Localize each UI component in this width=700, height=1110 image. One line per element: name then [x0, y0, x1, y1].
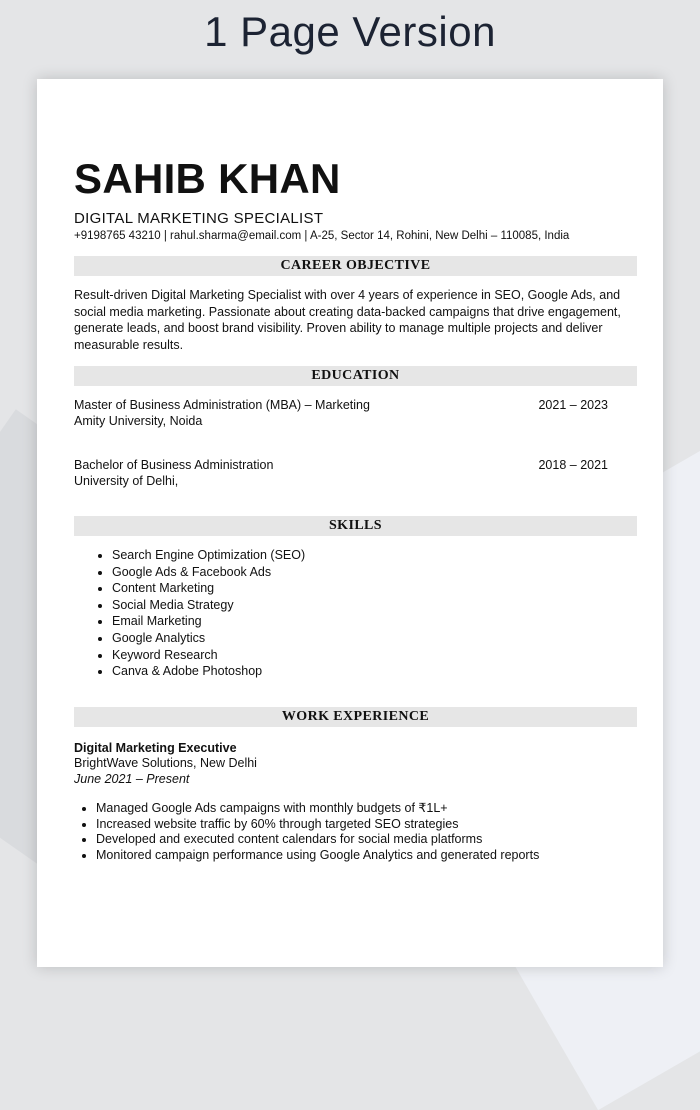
- skill-item: • Google Analytics: [112, 630, 637, 647]
- education-degree: Master of Business Administration (MBA) – Marketing: [74, 398, 370, 412]
- resume-page: [37, 79, 663, 967]
- resume-title: DIGITAL MARKETING SPECIALIST: [74, 210, 324, 227]
- job-bullet: • Managed Google Ads campaigns with monthly budgets of ₹1L+: [96, 801, 637, 817]
- job-bullet: • Developed and executed content calendars for social media platforms: [96, 832, 637, 848]
- job-dates: June 2021 – Present: [74, 771, 190, 786]
- section-heading-skills: SKILLS: [74, 516, 637, 536]
- education-degree: Bachelor of Business Administration: [74, 458, 274, 472]
- education-years: 2018 – 2021: [538, 458, 608, 472]
- objective-text: Result-driven Digital Marketing Specialist with over 4 years of experience in SEO, Google Ads, and social media marketing. Passionate about creating data-backed campaigns that drive engagement, generate leads, and boost brand visibility. Proven ability to manage multiple projects and deliver measurable results.: [74, 288, 621, 352]
- job-bullet: • Monitored campaign performance using Google Analytics and generated reports: [96, 848, 637, 864]
- skills-list: [74, 547, 637, 680]
- job-bullet: • Increased website traffic by 60% through targeted SEO strategies: [96, 817, 637, 833]
- skill-item: • Keyword Research: [112, 647, 637, 664]
- skill-item: • Google Ads & Facebook Ads: [112, 564, 637, 581]
- resume-name: SAHIB KHAN: [74, 155, 341, 202]
- skill-item: • Search Engine Optimization (SEO): [112, 547, 637, 564]
- resume-content: [74, 154, 637, 863]
- skill-item: • Email Marketing: [112, 613, 637, 630]
- contact-info: +9198765 43210 | rahul.sharma@email.com | A-25, Sector 14, Rohini, New Delhi – 110085, India: [74, 230, 570, 242]
- section-heading-education: EDUCATION: [74, 366, 637, 386]
- job-role: Digital Marketing Executive: [74, 740, 237, 755]
- education-item: [74, 457, 637, 489]
- education-years: 2021 – 2023: [538, 398, 608, 412]
- education-school: University of Delhi,: [74, 474, 179, 488]
- skill-item: • Social Media Strategy: [112, 597, 637, 614]
- skill-item: • Content Marketing: [112, 580, 637, 597]
- page-banner: 1 Page Version: [204, 8, 496, 55]
- education-item: [74, 397, 637, 429]
- section-heading-experience: WORK EXPERIENCE: [74, 707, 637, 727]
- experience-item: [74, 741, 637, 864]
- job-company: BrightWave Solutions, New Delhi: [74, 756, 257, 771]
- section-heading-objective: CAREER OBJECTIVE: [74, 256, 637, 276]
- education-school: Amity University, Noida: [74, 414, 203, 428]
- job-bullets: [74, 801, 637, 863]
- skill-item: • Canva & Adobe Photoshop: [112, 663, 637, 680]
